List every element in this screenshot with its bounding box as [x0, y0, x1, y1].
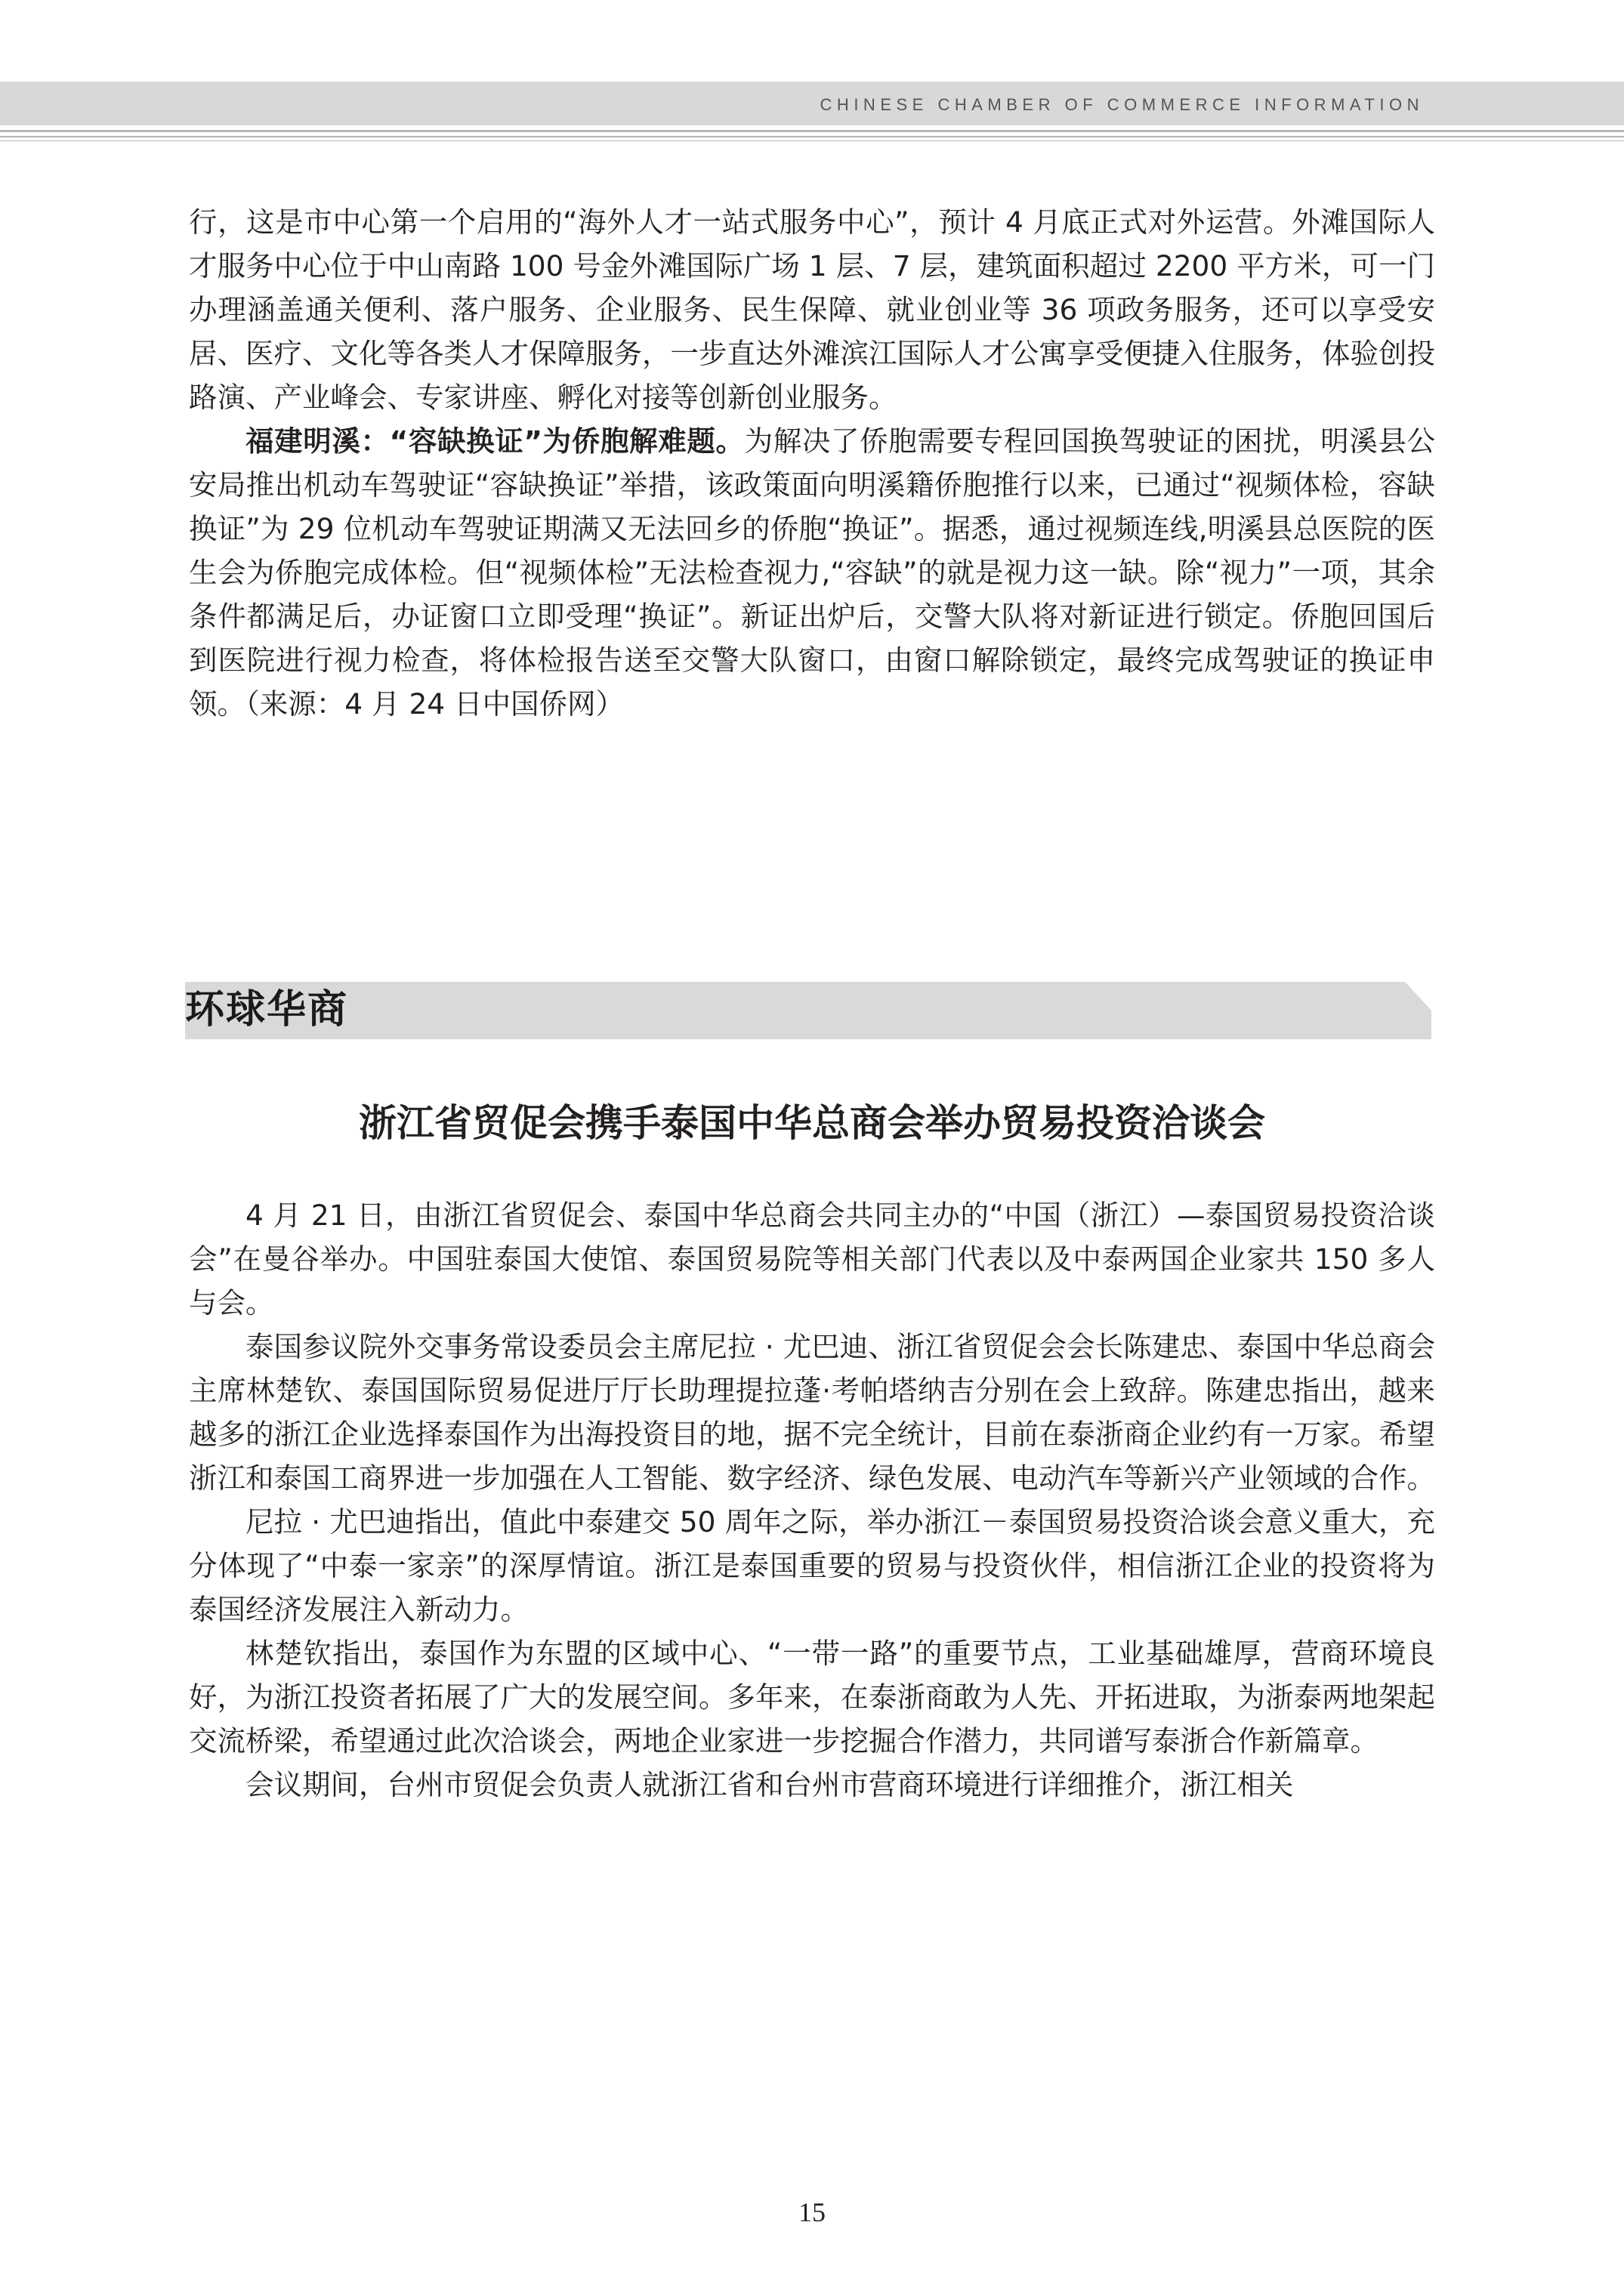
section-banner-shape [185, 982, 1431, 1039]
paragraph-body: 为解决了侨胞需要专程回国换驾驶证的困扰，明溪县公安局推出机动车驾驶证“容缺换证”举措，该政策面向明溪籍侨胞推行以来，已通过“视频体检，容缺换证”为 29 位机动车驾驶证期满又无法回乡的侨胞“换证”。据悉，通过视频连线,明溪县总医院的医生会为侨胞完成体检。但“视频体检”无法检查视力,“容缺”的就是视力这一缺。除“视力”一项，其余条件都满足后，办证窗口立即受理“换证”。新证出炉后，交警大队将对新证进行锁定。侨胞回国后到医院进行视力检查，将体检报告送至交警大队窗口，由窗口解除锁定，最终完成驾驶证的换证申领。 [189, 424, 1435, 721]
publication-header: CHINESE CHAMBER OF COMMERCE INFORMATION [820, 95, 1424, 114]
article-paragraph: 尼拉 · 尤巴迪指出，值此中泰建交 50 周年之际，举办浙江－泰国贸易投资洽谈会意义重大，充分体现了“中泰一家亲”的深厚情谊。浙江是泰国重要的贸易与投资伙伴，相信浙江企业的投资将为泰国经济发展注入新动力。 [189, 1505, 1435, 1626]
top-article [189, 200, 1435, 726]
top-article-paragraph-2 [189, 419, 1435, 726]
section-banner [185, 982, 1431, 1039]
page-number: 15 [798, 2197, 826, 2227]
top-article-paragraph-1: 行，这是市中心第一个启用的“海外人才一站式服务中心”，预计 4 月底正式对外运营。外滩国际人才服务中心位于中山南路 100 号金外滩国际广场 1 层、7 层，建筑面积超过 2200 平方米，可一门办理涵盖通关便利、落户服务、企业服务、民生保障、就业创业等 36 项政务服务，还可以享受安居、医疗、文化等各类人才保障服务，一步直达外滩滨江国际人才公寓享受便捷入住服务，体验创投路演、产业峰会、专家讲座、孵化对接等创新创业服务。 [189, 205, 1435, 414]
article-paragraph: 泰国参议院外交事务常设委员会主席尼拉 · 尤巴迪、浙江省贸促会会长陈建忠、泰国中华总商会主席林楚钦、泰国国际贸易促进厅厅长助理提拉蓬·考帕塔纳吉分别在会上致辞。陈建忠指出，越来越多的浙江企业选择泰国作为出海投资目的地，据不完全统计，目前在泰浙商企业约有一万家。希望浙江和泰国工商界进一步加强在人工智能、数字经济、绿色发展、电动汽车等新兴产业领域的合作。 [189, 1330, 1435, 1495]
paragraph-lead-heading: 福建明溪：“容缺换证”为侨胞解难题。 [245, 424, 745, 458]
article-paragraph: 林楚钦指出，泰国作为东盟的区域中心、“一带一路”的重要节点，工业基础雄厚，营商环境良好，为浙江投资者拓展了广大的发展空间。多年来，在泰浙商敢为人先、开拓进取，为浙泰两地架起交流桥梁，希望通过此次洽谈会，两地企业家进一步挖掘合作潜力，共同谱写泰浙合作新篇章。 [189, 1637, 1435, 1758]
article-title: 浙江省贸促会携手泰国中华总商会举办贸易投资洽谈会 [359, 1101, 1265, 1145]
article-paragraph: 会议期间，台州市贸促会负责人就浙江省和台州市营商环境进行详细推介，浙江相关 [245, 1768, 1294, 1801]
section-title: 环球华商 [185, 986, 349, 1032]
article-body [189, 1193, 1435, 1807]
source-citation: （来源：4 月 24 日中国侨网） [245, 687, 625, 721]
article-paragraph: 4 月 21 日，由浙江省贸促会、泰国中华总商会共同主办的“中国（浙江）—泰国贸易投资洽谈会”在曼谷举办。中国驻泰国大使馆、泰国贸易院等相关部门代表以及中泰两国企业家共 150 多人与会。 [189, 1199, 1435, 1319]
header-rule-thin-1 [0, 136, 1624, 137]
header-rule-thin-2 [0, 140, 1624, 141]
header-rule-thick [0, 130, 1624, 132]
